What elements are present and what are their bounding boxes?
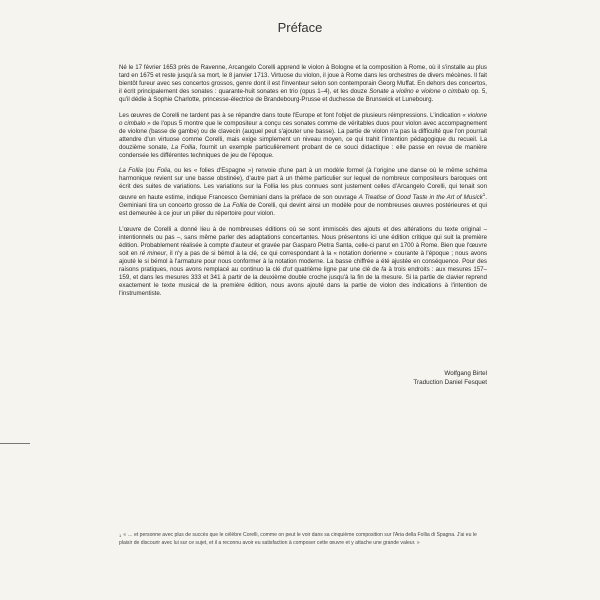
footnote bbox=[119, 532, 487, 547]
paragraph-4: L'œuvre de Corelli a donné lieu à de nombreuses éditions où se sont immiscés des ajouts et des altérations du texte original – intentionnels ou pas –, sans même parler des adaptations concertantes. Nous présentons ici une édition critique qui suit la première édition. Probablement réalisée à compte d'auteur et gravée par Gasparo Pietra Santa, celle-ci parut en 1700 à Rome. Bien que l'œuvre soit en ré mineur, il n'y a pas de si bémol à la clé, ce qui correspondant à la « notation dorienne » courante à l'époque ; nous avons ajouté le si bémol à l'armature pour nous conformer à la notation moderne. La basse chiffrée a été ajustée en conséquence. Pour des raisons pratiques, nous avons remplacé au continuo la clé d'ut quatrième ligne par une clé de fa à trois endroits : aux mesures 157–159, et dans les mesures 333 et 341 à partir de la deuxième double croche jusqu'à la fin de la mesure. Si la partie de clavier reprend exactement le texte musical de la première édition, nous avons ajouté dans la partie de violon des indications à l'intention de l'instrumentiste. bbox=[119, 226, 487, 297]
page-title: Préface bbox=[277, 20, 323, 35]
footnote-marker: 1 bbox=[119, 533, 122, 538]
paragraph-3: La Follia (ou Folia, ou les « folies d'Espagne ») renvoie d'une part à un modèle formel (à l'origine une danse où le même schéma harmonique revient sur une basse obstinée), d'autre part à un thème particulier sur lequel de nombreux compositeurs baroques ont écrit des suites de variations. Les variations sur la Follia les plus connues sont justement celles d'Arcangelo Corelli, qui tenait son œuvre en haute estime, indique Francesco Geminiani dans la préface de son ouvrage A Treatise of Good Taste in the Art of Musick$^1$. Geminiani tira un concerto grosso de La Follia de Corelli, qui devint ainsi un modèle pour de nombreuses œuvres postérieures et qui est demeurée à ce jour un pilier du répertoire pour violon. bbox=[119, 167, 488, 218]
preface-body bbox=[119, 64, 487, 306]
paragraph-1: Né le 17 février 1653 près de Ravenne, Arcangelo Corelli apprend le violon à Bologne et la composition à Rome, où il s'installe au plus tard en 1675 et reste jusqu'à sa mort, le 8 janvier 1713. Virtuose du violon, il joue à Rome dans les orchestres de divers mécènes. Il fait bientôt fureur avec ses concertos grossos, genre dont il est l'inventeur selon son contemporain Georg Muffat. En dehors des concertos, il écrit principalement des sonates : quarante-huit sonates en trio (opus 1–4), et les douze Sonate a violino e violone o cimbalo op. 5, qu'il dédie à Sophie Charlotte, princesse-électrice de Brandebourg-Prusse et duchesse de Brunswick et Lunebourg. bbox=[119, 64, 487, 103]
translator-credit: Traduction Daniel Fesquet bbox=[413, 379, 487, 386]
footnote-rule bbox=[0, 443, 30, 444]
paragraph-2: Les œuvres de Corelli ne tardent pas à se répandre dans toute l'Europe et font l'objet de plusieurs réimpressions. L'indication « violone o cimbalo » de l'opus 5 montre que le compositeur a conçu ces sonates comme de véritables duos pour violon avec accompagnement de violone (basse de gambe) ou de clavecin (auquel peut s'ajouter une basse). La partie de violon n'a pas la difficulté que l'on pourrait attendre d'un virtuose comme Corelli, mais exige simplement un niveau moyen, ce qui trahit l'intention pédagogique du recueil. La douzième sonate, La Follia, fournit un exemple particulièrement probant de ce souci didactique : elle passe en revue de manière condensée les différentes techniques de jeu de l'époque. bbox=[119, 111, 487, 159]
signature-block bbox=[413, 369, 487, 387]
footnote-text: « … et personne avec plus de succès que le célèbre Corelli, comme on peut le voir dans sa cinquième composition sur l'Aria della Follia di Spagna. J'ai eu le plaisir de discourir avec lui sur ce sujet, et il a reconnu avoir eu satisfaction à composer cette œuvre et y attache une grande valeur. » bbox=[119, 532, 477, 546]
footnote-ref: 1 bbox=[482, 192, 486, 198]
author-name: Wolfgang Birtel bbox=[444, 370, 487, 377]
